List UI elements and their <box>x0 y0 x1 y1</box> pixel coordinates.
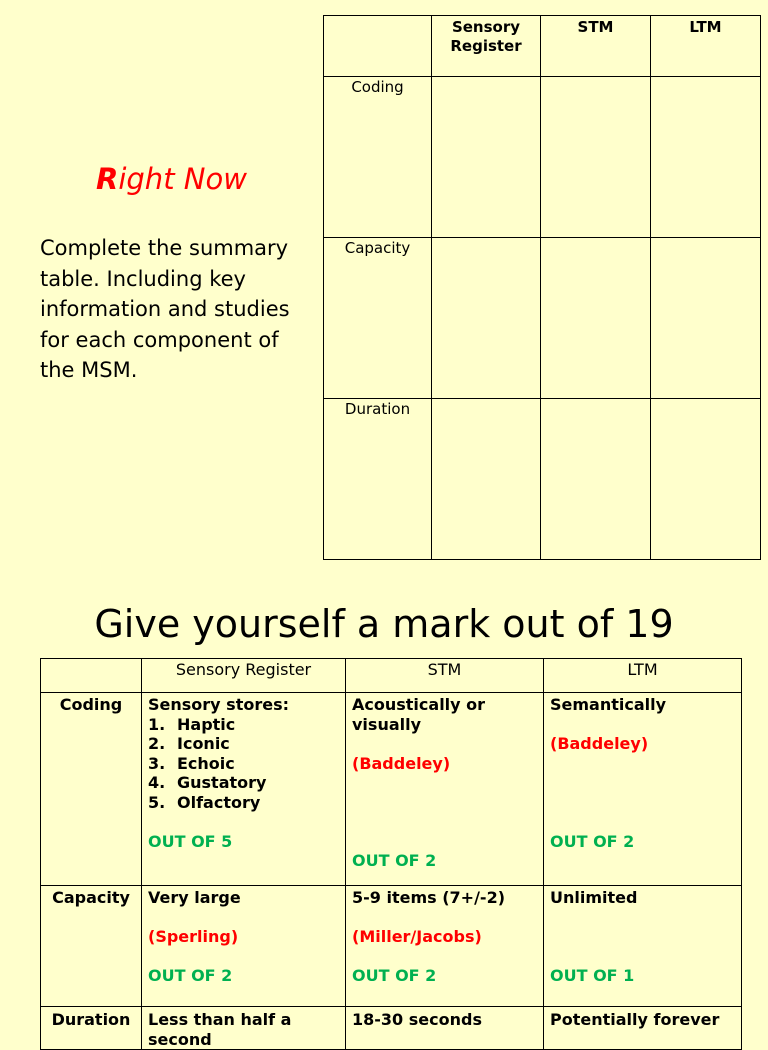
blank-row-capacity <box>324 238 761 399</box>
answer-text: 5-9 items (7+/-2) <box>352 888 506 907</box>
answer-row-coding <box>41 693 742 886</box>
blank-header-sensory-register: Sensory Register <box>432 16 541 77</box>
mark-label: OUT OF 2 <box>352 966 437 985</box>
right-now-initial: R <box>96 162 119 196</box>
answer-header-sensory-register: Sensory Register <box>142 659 346 693</box>
blank-row-duration <box>324 399 761 560</box>
answer-header-row <box>41 659 742 693</box>
answer-row-duration <box>41 1007 742 1050</box>
blank-row-label-capacity: Capacity <box>324 238 432 399</box>
blank-row-coding <box>324 77 761 238</box>
list-item: 2. Iconic <box>148 734 230 753</box>
blank-cell <box>432 238 541 399</box>
answer-row-label-capacity: Capacity <box>41 886 142 1007</box>
capacity-stm-cell <box>346 886 544 1007</box>
blank-cell <box>541 77 651 238</box>
coding-ltm-cell <box>544 693 742 886</box>
list-item: 5. Olfactory <box>148 792 261 812</box>
right-now-rest: ight Now <box>118 162 247 196</box>
duration-ltm-cell: Potentially forever <box>544 1007 742 1050</box>
blank-header-stm: STM <box>541 16 651 77</box>
capacity-ltm-cell <box>544 886 742 1007</box>
study-reference: (Sperling) <box>148 927 239 946</box>
mark-label: OUT OF 2 <box>352 851 437 870</box>
study-reference: (Miller/Jacobs) <box>352 927 482 946</box>
blank-cell <box>432 77 541 238</box>
duration-stm-cell: 18-30 seconds <box>346 1007 544 1050</box>
blank-summary-table <box>323 15 761 560</box>
marking-heading: Give yourself a mark out of 19 <box>94 602 674 646</box>
sensory-stores-intro: Sensory stores: <box>148 695 289 714</box>
blank-cell <box>432 399 541 560</box>
blank-row-label-coding: Coding <box>324 77 432 238</box>
answer-header-stm: STM <box>346 659 544 693</box>
capacity-sensory-register-cell <box>142 886 346 1007</box>
mark-label: OUT OF 2 <box>550 831 635 851</box>
blank-cell <box>541 238 651 399</box>
blank-cell <box>541 399 651 560</box>
duration-sensory-register-cell: Less than half a second <box>142 1007 346 1050</box>
blank-table-header-row <box>324 16 761 77</box>
blank-header-empty <box>324 16 432 77</box>
list-item: 1. Haptic <box>148 714 236 734</box>
blank-cell <box>651 399 761 560</box>
sensory-stores-list <box>148 715 339 813</box>
answer-table <box>40 658 742 1050</box>
mark-label: OUT OF 2 <box>148 966 233 985</box>
blank-header-ltm: LTM <box>651 16 761 77</box>
answer-text: Very large <box>148 888 241 907</box>
study-reference: (Baddeley) <box>550 734 649 753</box>
right-now-title <box>96 162 247 196</box>
blank-cell <box>651 238 761 399</box>
answer-row-capacity <box>41 886 742 1007</box>
list-item: 3. Echoic <box>148 753 235 773</box>
list-item: 4. Gustatory <box>148 773 267 792</box>
mark-label: OUT OF 5 <box>148 831 233 851</box>
study-reference: (Baddeley) <box>352 753 451 773</box>
coding-stm-cell <box>346 693 544 886</box>
answer-text: Unlimited <box>550 888 638 907</box>
answer-text: Semantically <box>550 695 667 714</box>
answer-text: Acoustically or visually <box>352 695 486 734</box>
coding-sensory-register-cell <box>142 693 346 886</box>
instructions-text: Complete the summary table. Including key information and studies for each component of the MSM. <box>40 236 290 382</box>
blank-row-label-duration: Duration <box>324 399 432 560</box>
answer-header-empty <box>41 659 142 693</box>
answer-row-label-coding: Coding <box>41 693 142 886</box>
answer-row-label-duration: Duration <box>41 1007 142 1050</box>
mark-label: OUT OF 1 <box>550 966 635 985</box>
blank-cell <box>651 77 761 238</box>
answer-header-ltm: LTM <box>544 659 742 693</box>
